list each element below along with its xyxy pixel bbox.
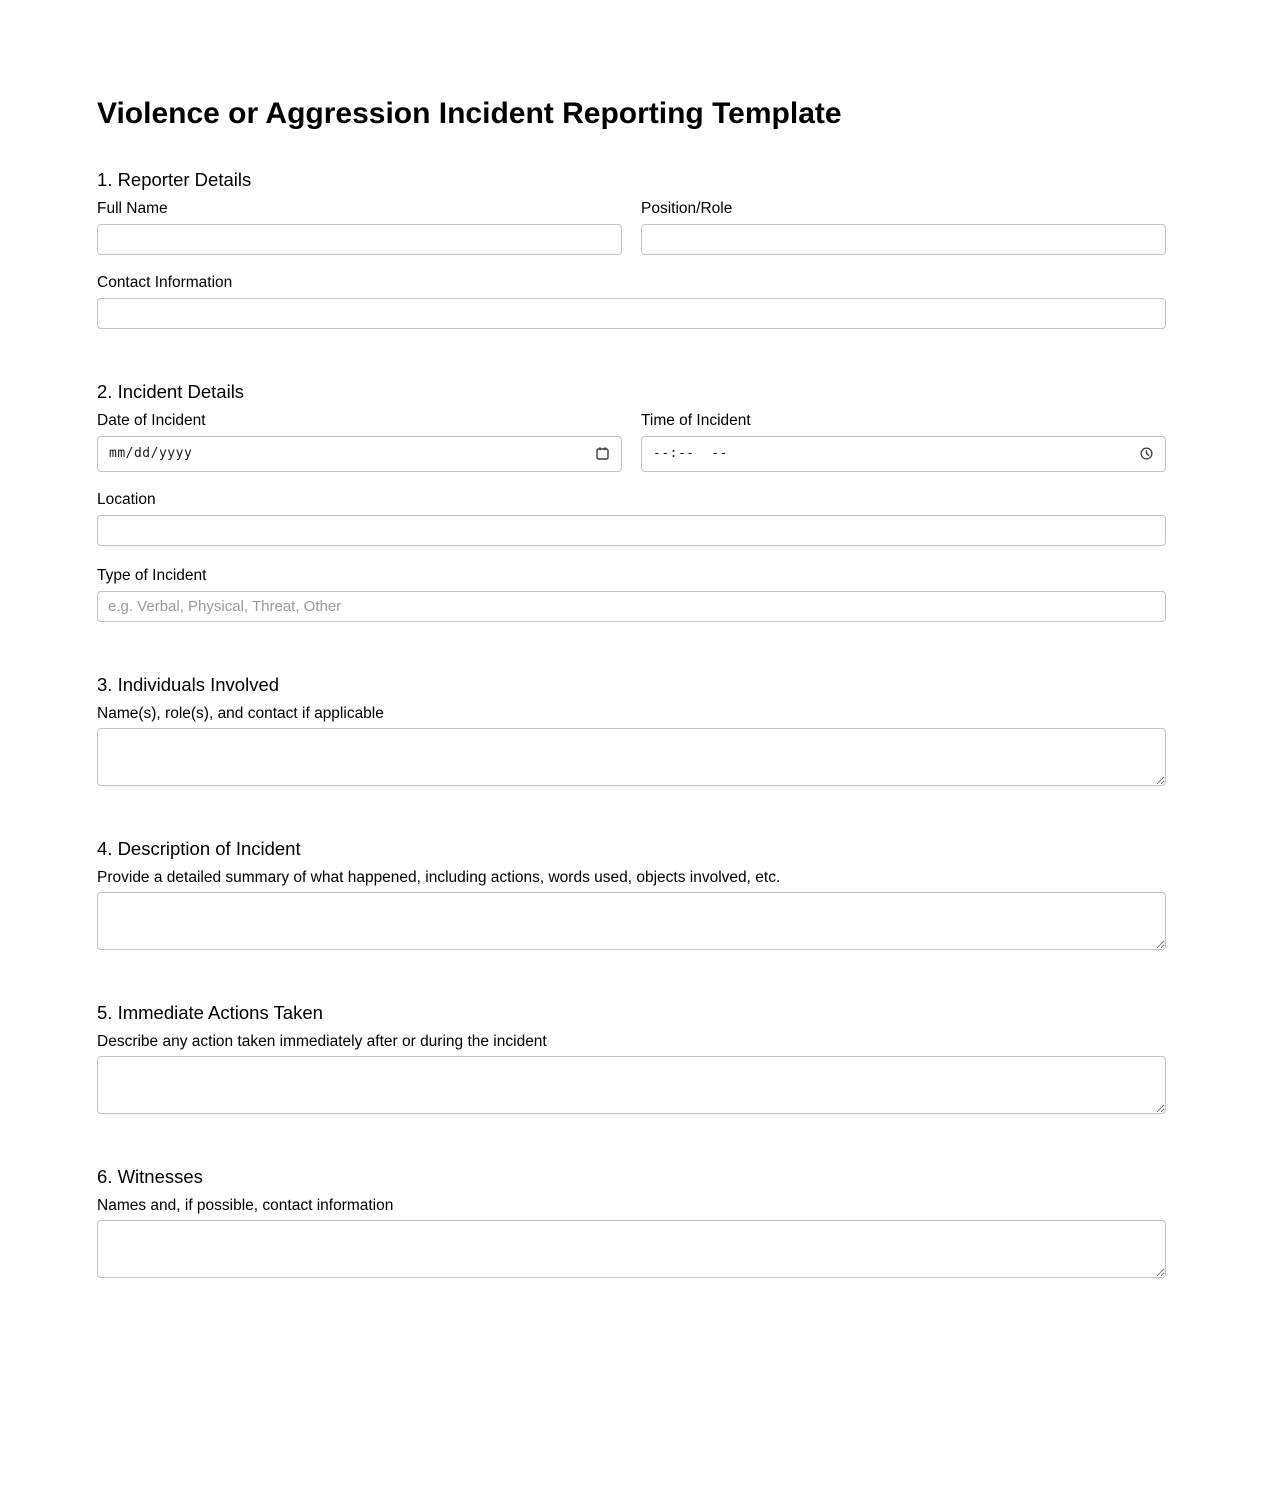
section-heading-incident-details: 2. Incident Details — [97, 380, 245, 402]
section-reporter-details — [97, 169, 1166, 329]
time-of-incident-label: Time of Incident — [641, 411, 751, 429]
type-of-incident-field — [97, 566, 1166, 622]
section-heading-reporter-details: 1. Reporter Details — [97, 168, 252, 190]
time-of-incident-field — [641, 411, 1166, 472]
position-role-input[interactable] — [641, 224, 1166, 255]
page-title: Violence or Aggression Incident Reporting Template — [97, 97, 842, 130]
type-of-incident-label: Type of Incident — [97, 566, 207, 584]
incident-report-form — [97, 0, 1166, 1508]
contact-information-input[interactable] — [97, 298, 1166, 329]
location-label: Location — [97, 490, 156, 508]
type-of-incident-input[interactable] — [97, 591, 1166, 622]
section-heading-individuals-involved: 3. Individuals Involved — [97, 673, 280, 695]
time-placeholder-text: --:-- -- — [653, 446, 728, 462]
position-role-field — [641, 199, 1166, 255]
immediate-actions-description: Describe any action taken immediately after or during the incident — [97, 1032, 547, 1050]
section-heading-witnesses: 6. Witnesses — [97, 1165, 203, 1187]
witnesses-textarea[interactable] — [97, 1220, 1166, 1278]
date-of-incident-field — [97, 411, 622, 472]
date-of-incident-input[interactable] — [97, 436, 622, 472]
time-of-incident-input[interactable] — [641, 436, 1166, 472]
location-input[interactable] — [97, 515, 1166, 546]
section-incident-details — [97, 381, 1166, 622]
witnesses-description: Names and, if possible, contact information — [97, 1196, 394, 1214]
individuals-involved-textarea[interactable] — [97, 728, 1166, 786]
section-witnesses — [97, 1166, 1166, 1278]
date-placeholder-text: mm/dd/yyyy — [109, 446, 193, 462]
section-heading-immediate-actions-taken: 5. Immediate Actions Taken — [97, 1001, 323, 1023]
section-individuals-involved — [97, 674, 1166, 786]
contact-information-label: Contact Information — [97, 273, 233, 291]
calendar-icon[interactable] — [594, 446, 610, 462]
description-of-incident-description: Provide a detailed summary of what happened, including actions, words used, objects involved, etc. — [97, 868, 781, 886]
immediate-actions-textarea[interactable] — [97, 1056, 1166, 1114]
full-name-field — [97, 199, 622, 255]
location-field — [97, 490, 1166, 546]
individuals-involved-description: Name(s), role(s), and contact if applicable — [97, 704, 384, 722]
full-name-label: Full Name — [97, 199, 168, 217]
position-role-label: Position/Role — [641, 199, 733, 217]
clock-icon[interactable] — [1138, 446, 1154, 462]
full-name-input[interactable] — [97, 224, 622, 255]
date-of-incident-label: Date of Incident — [97, 411, 206, 429]
description-of-incident-textarea[interactable] — [97, 892, 1166, 950]
contact-information-field — [97, 273, 1166, 329]
section-immediate-actions-taken — [97, 1002, 1166, 1114]
section-description-of-incident — [97, 838, 1166, 950]
section-heading-description-of-incident: 4. Description of Incident — [97, 837, 301, 859]
